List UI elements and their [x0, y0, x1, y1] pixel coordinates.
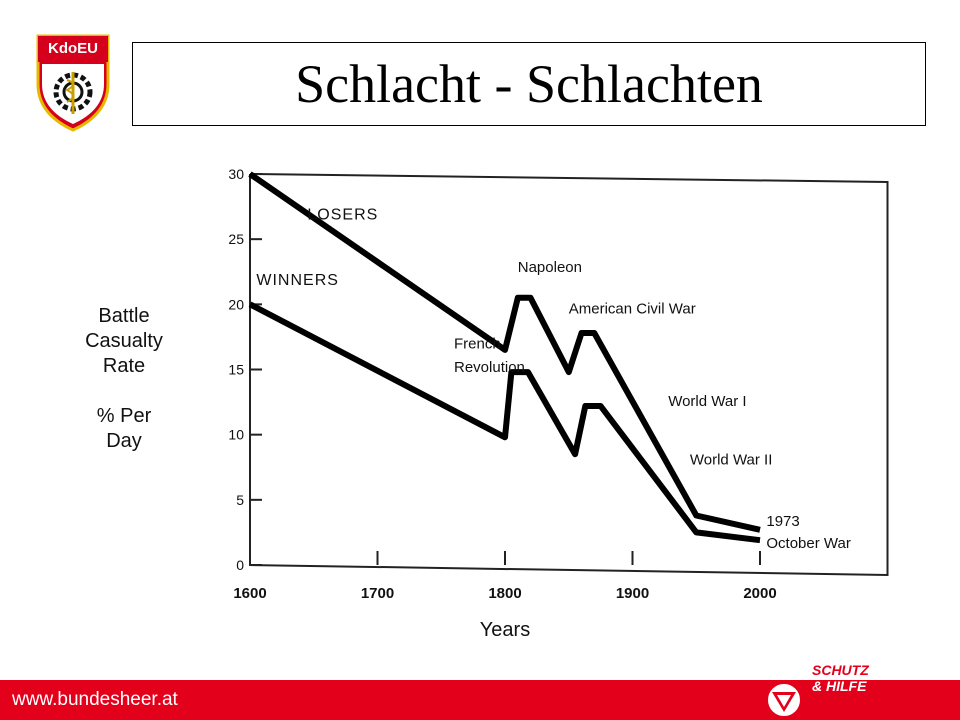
annotation-label: French	[454, 335, 501, 353]
slogan-line-1: SCHUTZ	[812, 662, 869, 678]
y-tick-label: 10	[228, 426, 244, 443]
y-tick-label: 20	[228, 296, 244, 313]
y-axis-label-line: Rate	[102, 355, 146, 377]
title-box	[132, 42, 926, 126]
series-label-losers: LOSERS	[307, 206, 379, 224]
x-tick-label: 2000	[743, 585, 777, 602]
annotation-label: American Civil War	[568, 300, 696, 318]
annotation-label: World War II	[689, 451, 773, 469]
y-tick-label: 15	[228, 361, 244, 378]
slogan-line-2: & HILFE	[812, 678, 867, 694]
y-axis-label-line: Casualty	[85, 330, 163, 352]
kdoeu-logo	[36, 34, 110, 132]
y-tick-label: 5	[236, 491, 244, 508]
x-tick-label: 1800	[488, 585, 522, 602]
logo-text: KdoEU	[48, 40, 98, 57]
annotation-label: 1973	[766, 512, 800, 530]
annotation-label: Napoleon	[517, 258, 582, 276]
footer-url[interactable]: www.bundesheer.at	[12, 689, 178, 710]
x-tick-label: 1700	[360, 585, 395, 602]
annotation-label: Revolution	[454, 359, 525, 377]
x-tick-label: 1900	[615, 585, 650, 602]
annotation-label: World War I	[668, 392, 747, 410]
footer-slogan	[812, 662, 869, 694]
series-line-losers	[250, 174, 760, 530]
series-label-winners: WINNERS	[256, 271, 339, 289]
x-tick-label: 1600	[233, 585, 267, 602]
casualty-rate-chart	[60, 150, 920, 655]
y-tick-label: 30	[228, 166, 244, 182]
y-axis-label-line: Battle	[98, 305, 150, 327]
y-tick-label: 0	[236, 557, 244, 573]
page-title: Schlacht - Schlachten	[295, 54, 763, 114]
x-axis-label: Years	[479, 619, 531, 641]
y-axis-label-line: Day	[106, 430, 142, 452]
bundesheer-emblem-icon	[762, 682, 806, 718]
y-tick-label: 25	[228, 231, 244, 248]
y-axis-label-line: % Per	[96, 405, 152, 427]
annotation-label: October War	[766, 535, 851, 553]
